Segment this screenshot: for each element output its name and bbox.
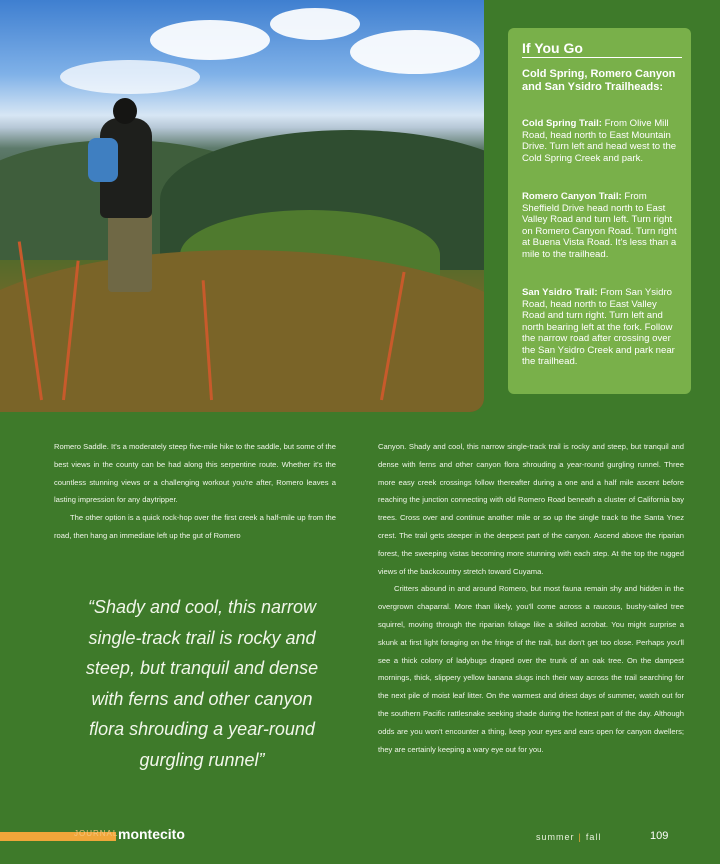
if-you-go-sidebar [508, 28, 691, 394]
sidebar-item-label: Cold Spring Trail: [522, 118, 602, 129]
hill-shape [0, 250, 484, 412]
sidebar-item-text: From Olive Mill Road, head north to East Mountain Drive. Turn left and head west to the Cold Spring Creek and park. [522, 118, 677, 164]
season-summer: summer [536, 832, 575, 842]
body-paragraph: Critters abound in and around Romero, but most fauna remain shy and hidden in the overgrown chaparral. More than likely, you'll come across a raucous, bushy-tailed tree squirrel, moving through the riparian foliage like a skilled acrobat. You might surprise a skunk at first light foraging on the fringe of the trail, but don't get too close. Perhaps you'll see a thick colony of ladybugs draped over the trunk of an oak tree. On the dampest mornings, thick, slippery yellow banana slugs inch their way across the trail searching for the next pile of moist leaf litter. On the warmest and driest days of summer, watch out for the southern Pacific rattlesnake seeking shade during the hottest part of the day. Although odds are you won't encounter a thing, keep your eyes and ears open for canyon dwellers; they are certainly keeping a wary eye out for you. [378, 584, 684, 754]
sidebar-item [522, 191, 682, 260]
pull-quote: “Shady and cool, this narrow single-track trail is rocky and steep, but tranquil and dense with ferns and other canyon flora shrouding a year-round gurgling runnel” [85, 597, 319, 770]
sidebar-title: If You Go [522, 40, 682, 58]
footer-journal-label: JOURNAL [74, 829, 119, 838]
season-separator: | [578, 832, 582, 842]
hiker-photo [0, 0, 484, 412]
body-paragraph: The other option is a quick rock-hop over the first creek a half-mile up from the road, then hang an immediate left up the gut of Romero [54, 513, 336, 540]
sidebar-item-text: From San Ysidro Road, head north to East Valley Road and turn right. Turn left and north bearing left at the fork. Follow the narrow road after crossing over the San Ysidro Creek and park near the trailhead. [522, 287, 675, 367]
hiker-legs [108, 212, 152, 292]
hiker-head [113, 98, 137, 124]
sidebar-item [522, 287, 682, 368]
cloud-shape [350, 30, 480, 74]
cloud-shape [270, 8, 360, 40]
body-paragraph: Canyon. Shady and cool, this narrow single-track trail is rocky and steep, but tranquil and dense with ferns and other canyon flora shrouding a year-round gurgling runnel. Three more easy creek crossings follow thereafter during a one and a half mile ascent before reaching the junction connecting with old Romero Road beneath a cluster of California bay trees. Cross over and continue another mile or so up the single track to the Santa Ynez crest. The trail gets steeper in the deepest part of the canyon. Ascend above the riparian forest, the sweeping vistas becoming more stunning with each step. At the top the rugged views of the backcountry stretch toward Cuyama. [378, 442, 684, 576]
sidebar-heading: Cold Spring, Romero Canyon and San Ysidro Trailheads: [522, 68, 676, 93]
right-column [378, 438, 684, 758]
sidebar-item-text: From Sheffield Drive head north to East Valley Road and turn left. Turn right on Romero Canyon Road. Turn right at Buena Vista Road. It's less than a mile to the trailhead. [522, 191, 677, 260]
footer-brand: montecito [118, 826, 185, 842]
cloud-shape [150, 20, 270, 60]
footer-season [536, 832, 601, 842]
sidebar-item [522, 118, 682, 164]
left-column [54, 438, 336, 545]
body-paragraph: Romero Saddle. It's a moderately steep five-mile hike to the saddle, but some of the best views in the county can be had along this serpentine route. Whether it's the countless stunning views or a challenging workout you're after, Romero leaves a lasting impression for any daytripper. [54, 442, 336, 505]
page-number: 109 [650, 830, 669, 842]
season-fall: fall [585, 832, 602, 842]
sidebar-item-label: Romero Canyon Trail: [522, 191, 622, 202]
hiker-backpack [88, 138, 118, 182]
cloud-shape [60, 60, 200, 94]
sidebar-item-label: San Ysidro Trail: [522, 287, 598, 298]
